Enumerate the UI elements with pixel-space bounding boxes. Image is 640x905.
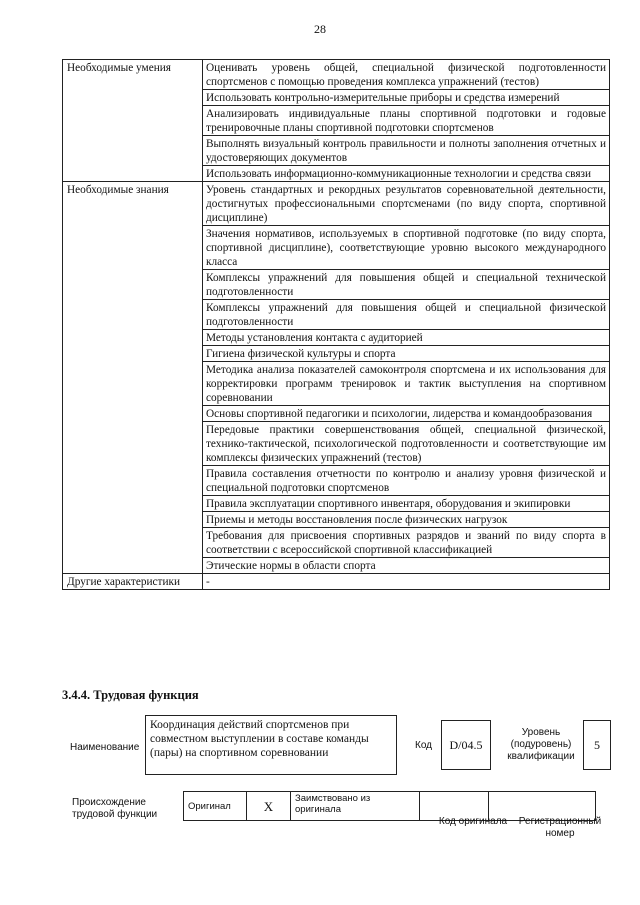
requirement-item: Комплексы упражнений для повышения общей и специальной технической подготовленности	[203, 270, 610, 300]
requirement-item: Использовать информационно-коммуникационные технологии и средства связи	[203, 166, 610, 182]
requirement-item: Значения нормативов, используемых в спортивной подготовке (по виду спорта, спортивной дисциплине), соответствующие уровню высокого международного класса	[203, 226, 610, 270]
function-code-box: D/04.5	[441, 720, 491, 770]
original-label: Оригинал	[184, 792, 247, 821]
requirement-item: Комплексы упражнений для повышения общей и специальной физической подготовленности	[203, 300, 610, 330]
level-label: Уровень (подуровень) квалификации	[507, 727, 575, 762]
requirement-item: Оценивать уровень общей, специальной физической подготовленности спортсменов с помощью проведения комплекса упражнений (тестов)	[203, 60, 610, 90]
original-mark: X	[247, 792, 291, 821]
page-number: 28	[314, 22, 326, 36]
requirement-item: Выполнять визуальный контроль правильности и полноты заполнения отчетных и удостоверяющих документов	[203, 136, 610, 166]
requirement-item: Использовать контрольно-измерительные приборы и средства измерений	[203, 90, 610, 106]
code-original-label: Код оригинала	[438, 816, 508, 827]
requirement-item: Методы установления контакта с аудиторией	[203, 330, 610, 346]
requirement-item: Анализировать индивидуальные планы спортивной подготовки и годовые тренировочные планы спортивной подготовки спортсменов	[203, 106, 610, 136]
requirement-item: Этические нормы в области спорта	[203, 558, 610, 574]
reg-number-label: Регистрационный номер	[518, 816, 602, 839]
requirements-table	[62, 59, 610, 590]
origin-label	[72, 797, 162, 821]
requirement-item: Гигиена физической культуры и спорта	[203, 346, 610, 362]
requirement-item: -	[203, 574, 610, 590]
requirement-item: Уровень стандартных и рекордных результатов соревновательной деятельности, достигнутых профессиональными спортсменами (по виду спорта, спортивной дисциплине)	[203, 182, 610, 226]
table-row	[63, 182, 610, 226]
borrowed-label: Заимствовано из оригинала	[291, 792, 420, 821]
category-label: Необходимые знания	[63, 182, 203, 574]
requirement-item: Правила эксплуатации спортивного инвентаря, оборудования и экипировки	[203, 496, 610, 512]
requirement-item: Требования для присвоения спортивных разрядов и званий по виду спорта в соответствии с всероссийской спортивной классификацией	[203, 528, 610, 558]
requirement-item: Методика анализа показателей самоконтроля спортсмена и их использования для корректировки программ тренировок и тактик выступления на спортивном соревновании	[203, 362, 610, 406]
origin-label-text: Происхождение трудовой функции	[72, 797, 158, 820]
table-row	[63, 574, 610, 590]
code-label: Код	[415, 740, 433, 751]
requirement-item: Правила составления отчетности по контролю и анализу уровня физической и специальной подготовки спортсменов	[203, 466, 610, 496]
requirement-item: Передовые практики совершенствования общей, специальной физической, технико-тактической, психологической подготовленности и соответствующие им комплексы физических упражнений (тестов)	[203, 422, 610, 466]
function-name-box: Координация действий спортсменов при совместном выступлении в составе команды (пары) на спортивном соревновании	[145, 715, 397, 775]
table-row	[63, 60, 610, 90]
name-label: Наименование	[70, 742, 140, 753]
section-title: 3.4.4. Трудовая функция	[62, 688, 199, 702]
category-label: Необходимые умения	[63, 60, 203, 182]
category-label: Другие характеристики	[63, 574, 203, 590]
level-box: 5	[583, 720, 611, 770]
requirement-item: Приемы и методы восстановления после физических нагрузок	[203, 512, 610, 528]
requirement-item: Основы спортивной педагогики и психологии, лидерства и командообразования	[203, 406, 610, 422]
